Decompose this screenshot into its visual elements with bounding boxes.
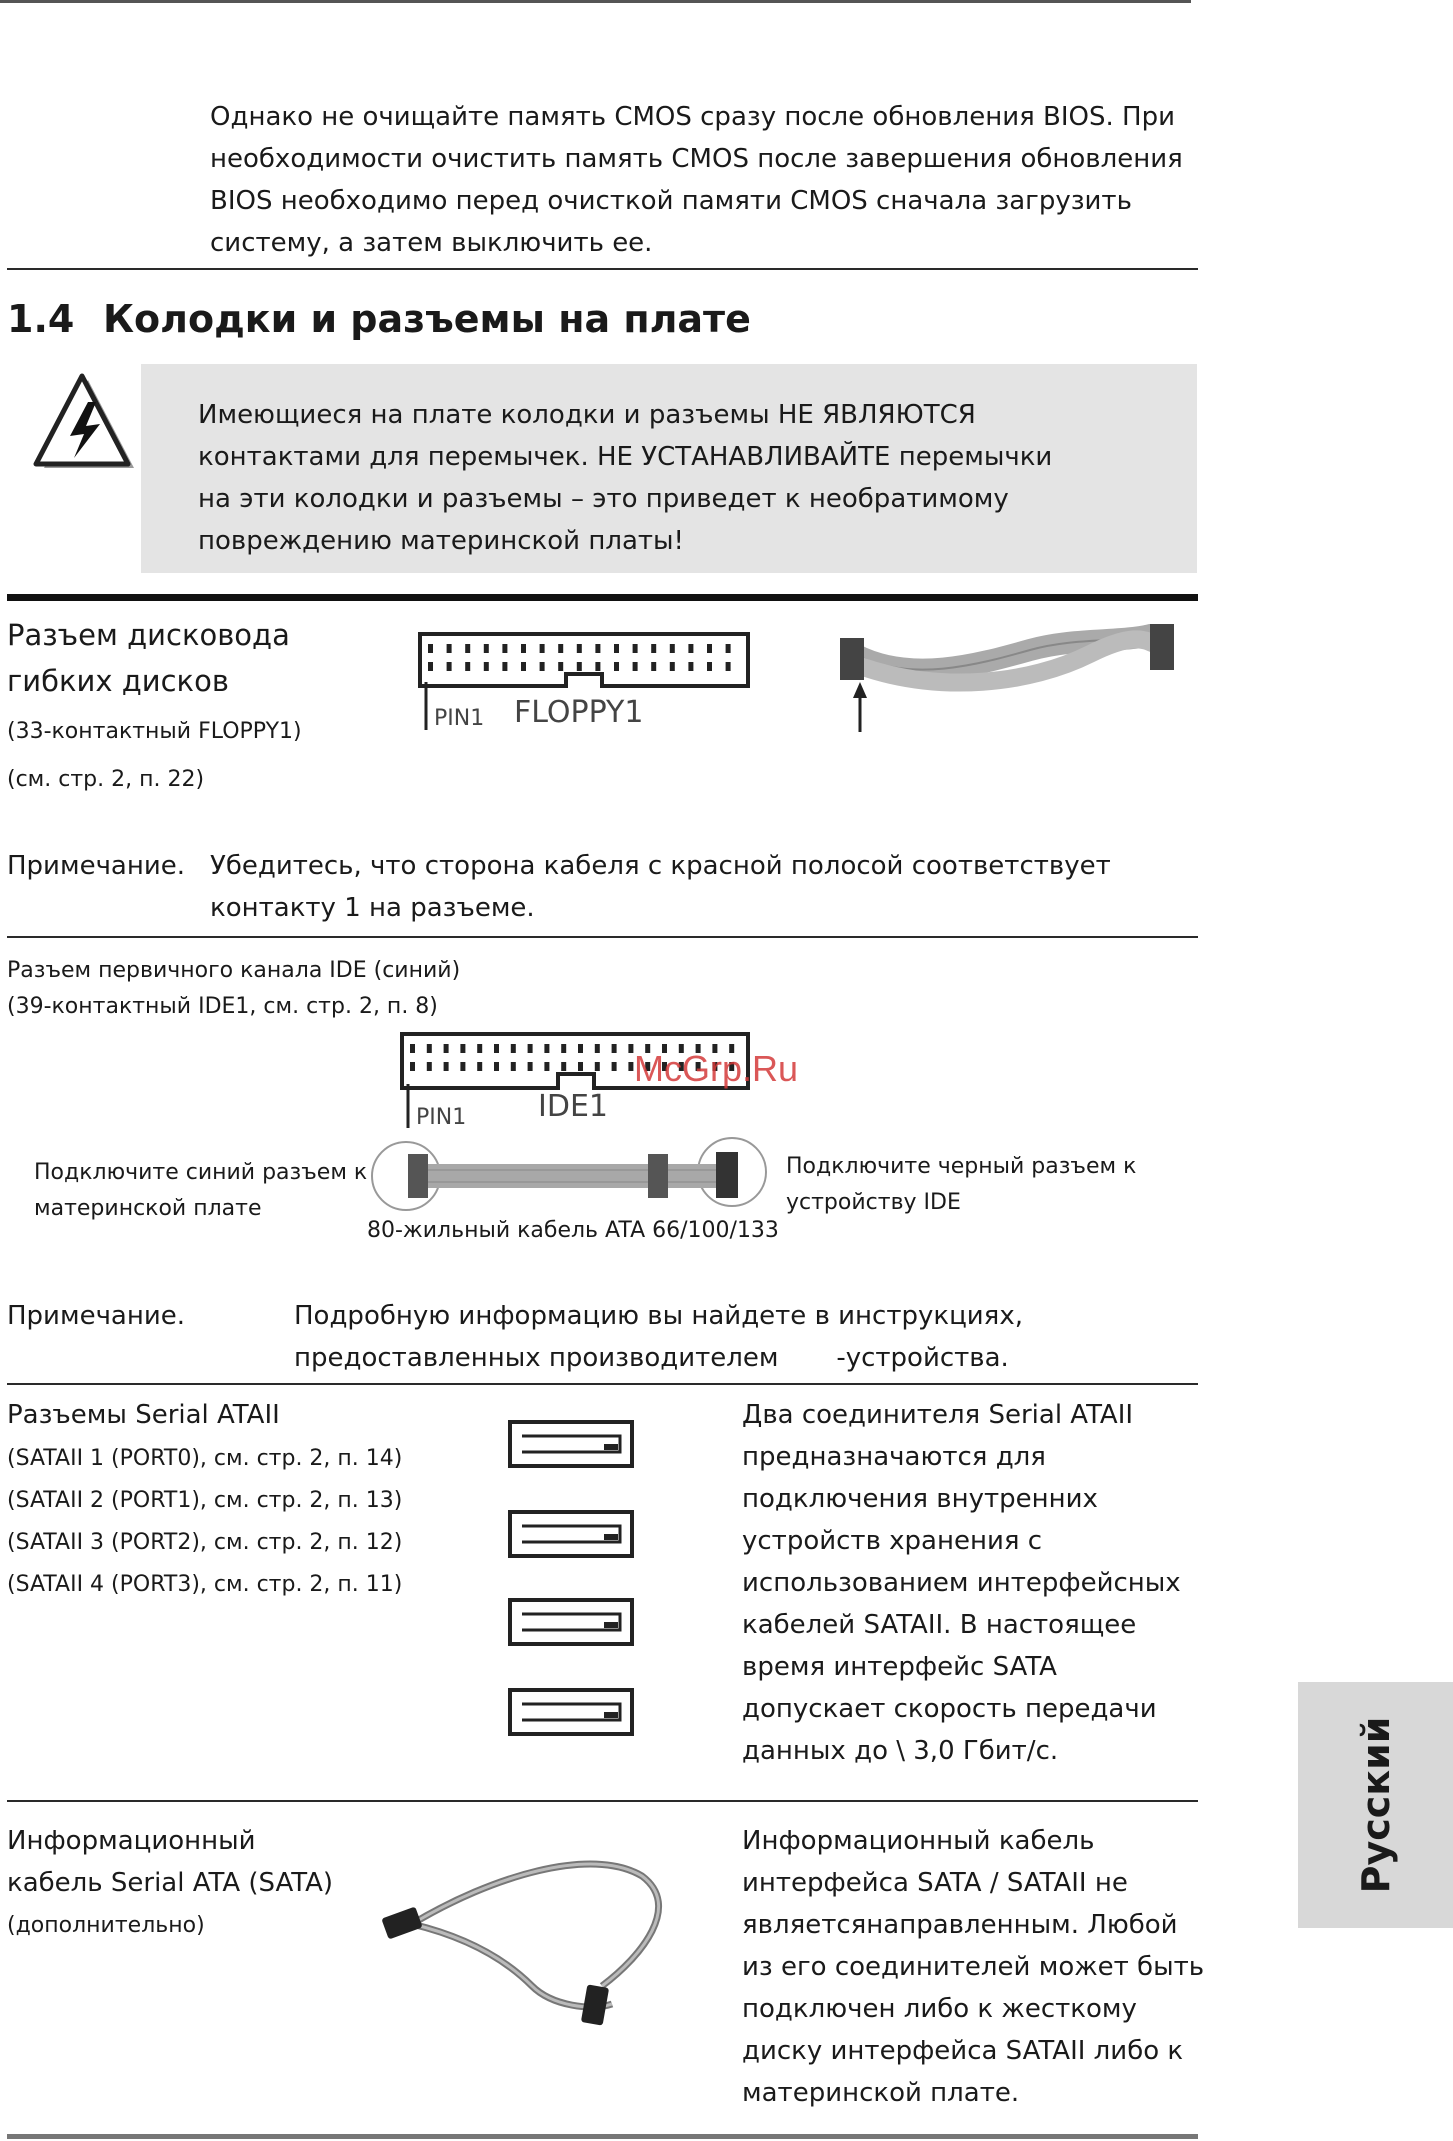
warning-line-2: контактами для перемычек. НЕ УСТАНАВЛИВАЙТЕ перемычки bbox=[198, 442, 1053, 472]
ide-connector-label: IDE1 bbox=[538, 1089, 608, 1124]
sata-cable-title-1: Информационный bbox=[7, 1826, 256, 1856]
sata-cable-desc-3: являетсянаправленным. Любой bbox=[742, 1910, 1178, 1940]
sata-cable-desc-7: материнской плате. bbox=[742, 2078, 1020, 2108]
sata-port-1: (SATAII 1 (PORT0), см. стр. 2, п. 14) bbox=[7, 1446, 403, 1471]
sata-desc-9: данных до \ 3,0 Гбит/с. bbox=[742, 1736, 1059, 1766]
sata-cable-image bbox=[372, 1836, 676, 2036]
sata-connector-icon bbox=[508, 1598, 634, 1646]
sata-desc-8: допускает скорость передачи bbox=[742, 1694, 1157, 1724]
floppy-connector-label: FLOPPY1 bbox=[514, 695, 644, 730]
sata-connector-icon bbox=[508, 1420, 634, 1468]
floppy-pin-label: PIN1 bbox=[434, 706, 485, 731]
warning-line-1: Имеющиеся на плате колодки и разъемы НЕ ЯВЛЯЮТСЯ bbox=[198, 400, 976, 430]
sata-desc-4: устройств хранения с bbox=[742, 1526, 1043, 1556]
ide-note-line-1: Подробную информацию вы найдете в инструкциях, bbox=[294, 1301, 1023, 1331]
sata-port-3: (SATAII 3 (PORT2), см. стр. 2, п. 12) bbox=[7, 1530, 403, 1555]
sata-cable-desc-4: из его соединителей может быть bbox=[742, 1952, 1205, 1982]
ide-note-line-2: предоставленных производителем -устройства. bbox=[294, 1343, 1009, 1373]
ide-spec: (39-контактный IDE1, см. стр. 2, п. 8) bbox=[7, 994, 438, 1019]
ide-left-caption-2: материнской плате bbox=[34, 1196, 262, 1221]
intro-line-1: Однако не очищайте память CMOS сразу после обновления BIOS. При bbox=[210, 102, 1175, 132]
sata-cable-desc-6: диску интерфейса SATAII либо к bbox=[742, 2036, 1184, 2066]
sata-cable-desc-1: Информационный кабель bbox=[742, 1826, 1095, 1856]
language-side-tab bbox=[1298, 1682, 1453, 1928]
thick-divider bbox=[7, 594, 1198, 601]
warning-line-4: повреждению материнской платы! bbox=[198, 526, 684, 556]
divider bbox=[7, 936, 1198, 938]
floppy-ref: (см. стр. 2, п. 22) bbox=[7, 767, 205, 792]
top-rule bbox=[0, 0, 1191, 3]
ide-pin-label: PIN1 bbox=[416, 1105, 467, 1130]
floppy-title-2: гибких дисков bbox=[7, 664, 229, 698]
ide-cable-caption: 80-жильный кабель ATA 66/100/133 bbox=[367, 1218, 779, 1243]
sata-desc-2: предназначаются для bbox=[742, 1442, 1046, 1472]
warning-line-3: на эти колодки и разъемы – это приведет к необратимому bbox=[198, 484, 1009, 514]
high-voltage-warning-icon bbox=[30, 372, 138, 476]
sata-port-2: (SATAII 2 (PORT1), см. стр. 2, п. 13) bbox=[7, 1488, 403, 1513]
sata-cable-desc-5: подключен либо к жесткому bbox=[742, 1994, 1137, 2024]
sata-connector-icon bbox=[508, 1510, 634, 1558]
sata-port-4: (SATAII 4 (PORT3), см. стр. 2, п. 11) bbox=[7, 1572, 403, 1597]
floppy-title-1: Разъем дисковода bbox=[7, 618, 290, 652]
sata-cable-desc-2: интерфейса SATA / SATAII не bbox=[742, 1868, 1128, 1898]
language-label: Русский bbox=[1353, 1716, 1398, 1894]
ide-note-label: Примечание. bbox=[7, 1301, 186, 1331]
sata-desc-5: использованием интерфейсных bbox=[742, 1568, 1181, 1598]
intro-line-3: BIOS необходимо перед очисткой памяти CMOS сначала загрузить bbox=[210, 186, 1132, 216]
sata-desc-6: кабелей SATAII. В настоящее bbox=[742, 1610, 1137, 1640]
bottom-rule bbox=[7, 2134, 1198, 2139]
watermark: McGrp.Ru bbox=[634, 1048, 799, 1089]
floppy-note-line-1: Убедитесь, что сторона кабеля с красной полосой соответствует bbox=[210, 851, 1111, 881]
divider bbox=[7, 268, 1198, 270]
ide-ribbon-cable-image bbox=[368, 1130, 772, 1222]
sata-desc-1: Два соединителя Serial ATAII bbox=[742, 1400, 1134, 1430]
ide-title: Разъем первичного канала IDE (синий) bbox=[7, 958, 461, 983]
floppy-note-line-2: контакту 1 на разъеме. bbox=[210, 893, 535, 923]
sata-cable-title-2: кабель Serial ATA (SATA) bbox=[7, 1868, 334, 1898]
sata-title: Разъемы Serial ATAII bbox=[7, 1400, 280, 1430]
sata-desc-7: время интерфейс SATA bbox=[742, 1652, 1057, 1682]
section-number: 1.4 bbox=[7, 297, 75, 341]
sata-cable-optional: (дополнительно) bbox=[7, 1913, 205, 1938]
sata-connector-icon bbox=[508, 1688, 634, 1736]
ide-right-caption-1: Подключите черный разъем к bbox=[786, 1154, 1137, 1179]
section-title: Колодки и разъемы на плате bbox=[103, 297, 751, 341]
ide-right-caption-2: устройству IDE bbox=[786, 1190, 961, 1215]
floppy-spec: (33-контактный FLOPPY1) bbox=[7, 719, 302, 744]
intro-line-2: необходимости очистить память CMOS после завершения обновления bbox=[210, 144, 1183, 174]
divider bbox=[7, 1800, 1198, 1802]
ide-left-caption-1: Подключите синий разъем к bbox=[34, 1160, 368, 1185]
intro-line-4: систему, а затем выключить ее. bbox=[210, 228, 653, 258]
floppy-note-label: Примечание. bbox=[7, 851, 186, 881]
divider bbox=[7, 1383, 1198, 1385]
floppy-ribbon-cable-image bbox=[830, 624, 1180, 738]
sata-desc-3: подключения внутренних bbox=[742, 1484, 1098, 1514]
